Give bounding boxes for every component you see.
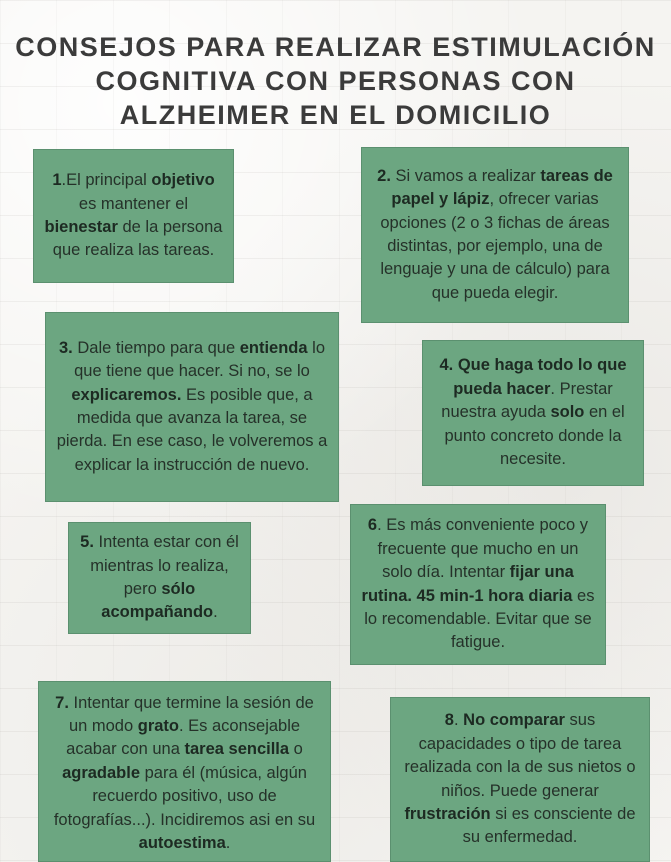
poster-title — [0, 30, 671, 132]
tip-text: 7. Intentar que termine la sesión de un modo grato. Es aconsejable acabar con una tarea sencilla o agradable para él (música, algún recuerdo positivo, uso de fotografías...). Incidiremos asi en su autoestima. — [53, 693, 316, 853]
tip-text: 2. Si vamos a realizar tareas de papel y lápiz, ofrecer varias opciones (2 o 3 fichas de áreas distintas, por ejemplo, una de lenguaje y una de cálculo) para que pueda elegir. — [377, 166, 613, 302]
tip-box-5 — [68, 522, 251, 634]
tip-box-6 — [350, 504, 606, 665]
tip-box-8 — [390, 697, 650, 862]
poster-title-line: ALZHEIMER EN EL DOMICILIO — [119, 100, 552, 130]
tip-box-4 — [422, 340, 644, 486]
tip-box-3 — [45, 312, 339, 502]
tip-text: 3. Dale tiempo para que entienda lo que tiene que hacer. Si no, se lo explicaremos. Es posible que, a medida que avanza la tarea, se pierda. En ese caso, le volveremos a explicar la instrucción de nuevo. — [56, 338, 328, 474]
tip-box-7 — [38, 681, 331, 862]
tip-text: 1.El principal objetivo es mantener el bienestar de la persona que realiza las tareas. — [44, 171, 223, 260]
tip-text: 4. Que haga todo lo que pueda hacer. Prestar nuestra ayuda solo en el punto concreto donde la necesite. — [439, 356, 627, 469]
poster-title-line: COGNITIVA CON PERSONAS CON — [95, 66, 576, 96]
tip-box-2 — [361, 147, 629, 323]
tip-text: 8. No comparar sus capacidades o tipo de tarea realizada con la de sus nietos o niños. Puede generar frustración si es consciente de su enfermedad. — [404, 711, 636, 847]
tip-box-1 — [33, 149, 234, 283]
poster-title-line: CONSEJOS PARA REALIZAR ESTIMULACIÓN — [15, 32, 656, 62]
tip-text: 5. Intenta estar con él mientras lo realiza, pero sólo acompañando. — [80, 533, 239, 622]
tip-text: 6. Es más conveniente poco y frecuente que mucho en un solo día. Intentar fijar una rutina. 45 min-1 hora diaria es lo recomendable. Evitar que se fatigue. — [361, 516, 595, 652]
